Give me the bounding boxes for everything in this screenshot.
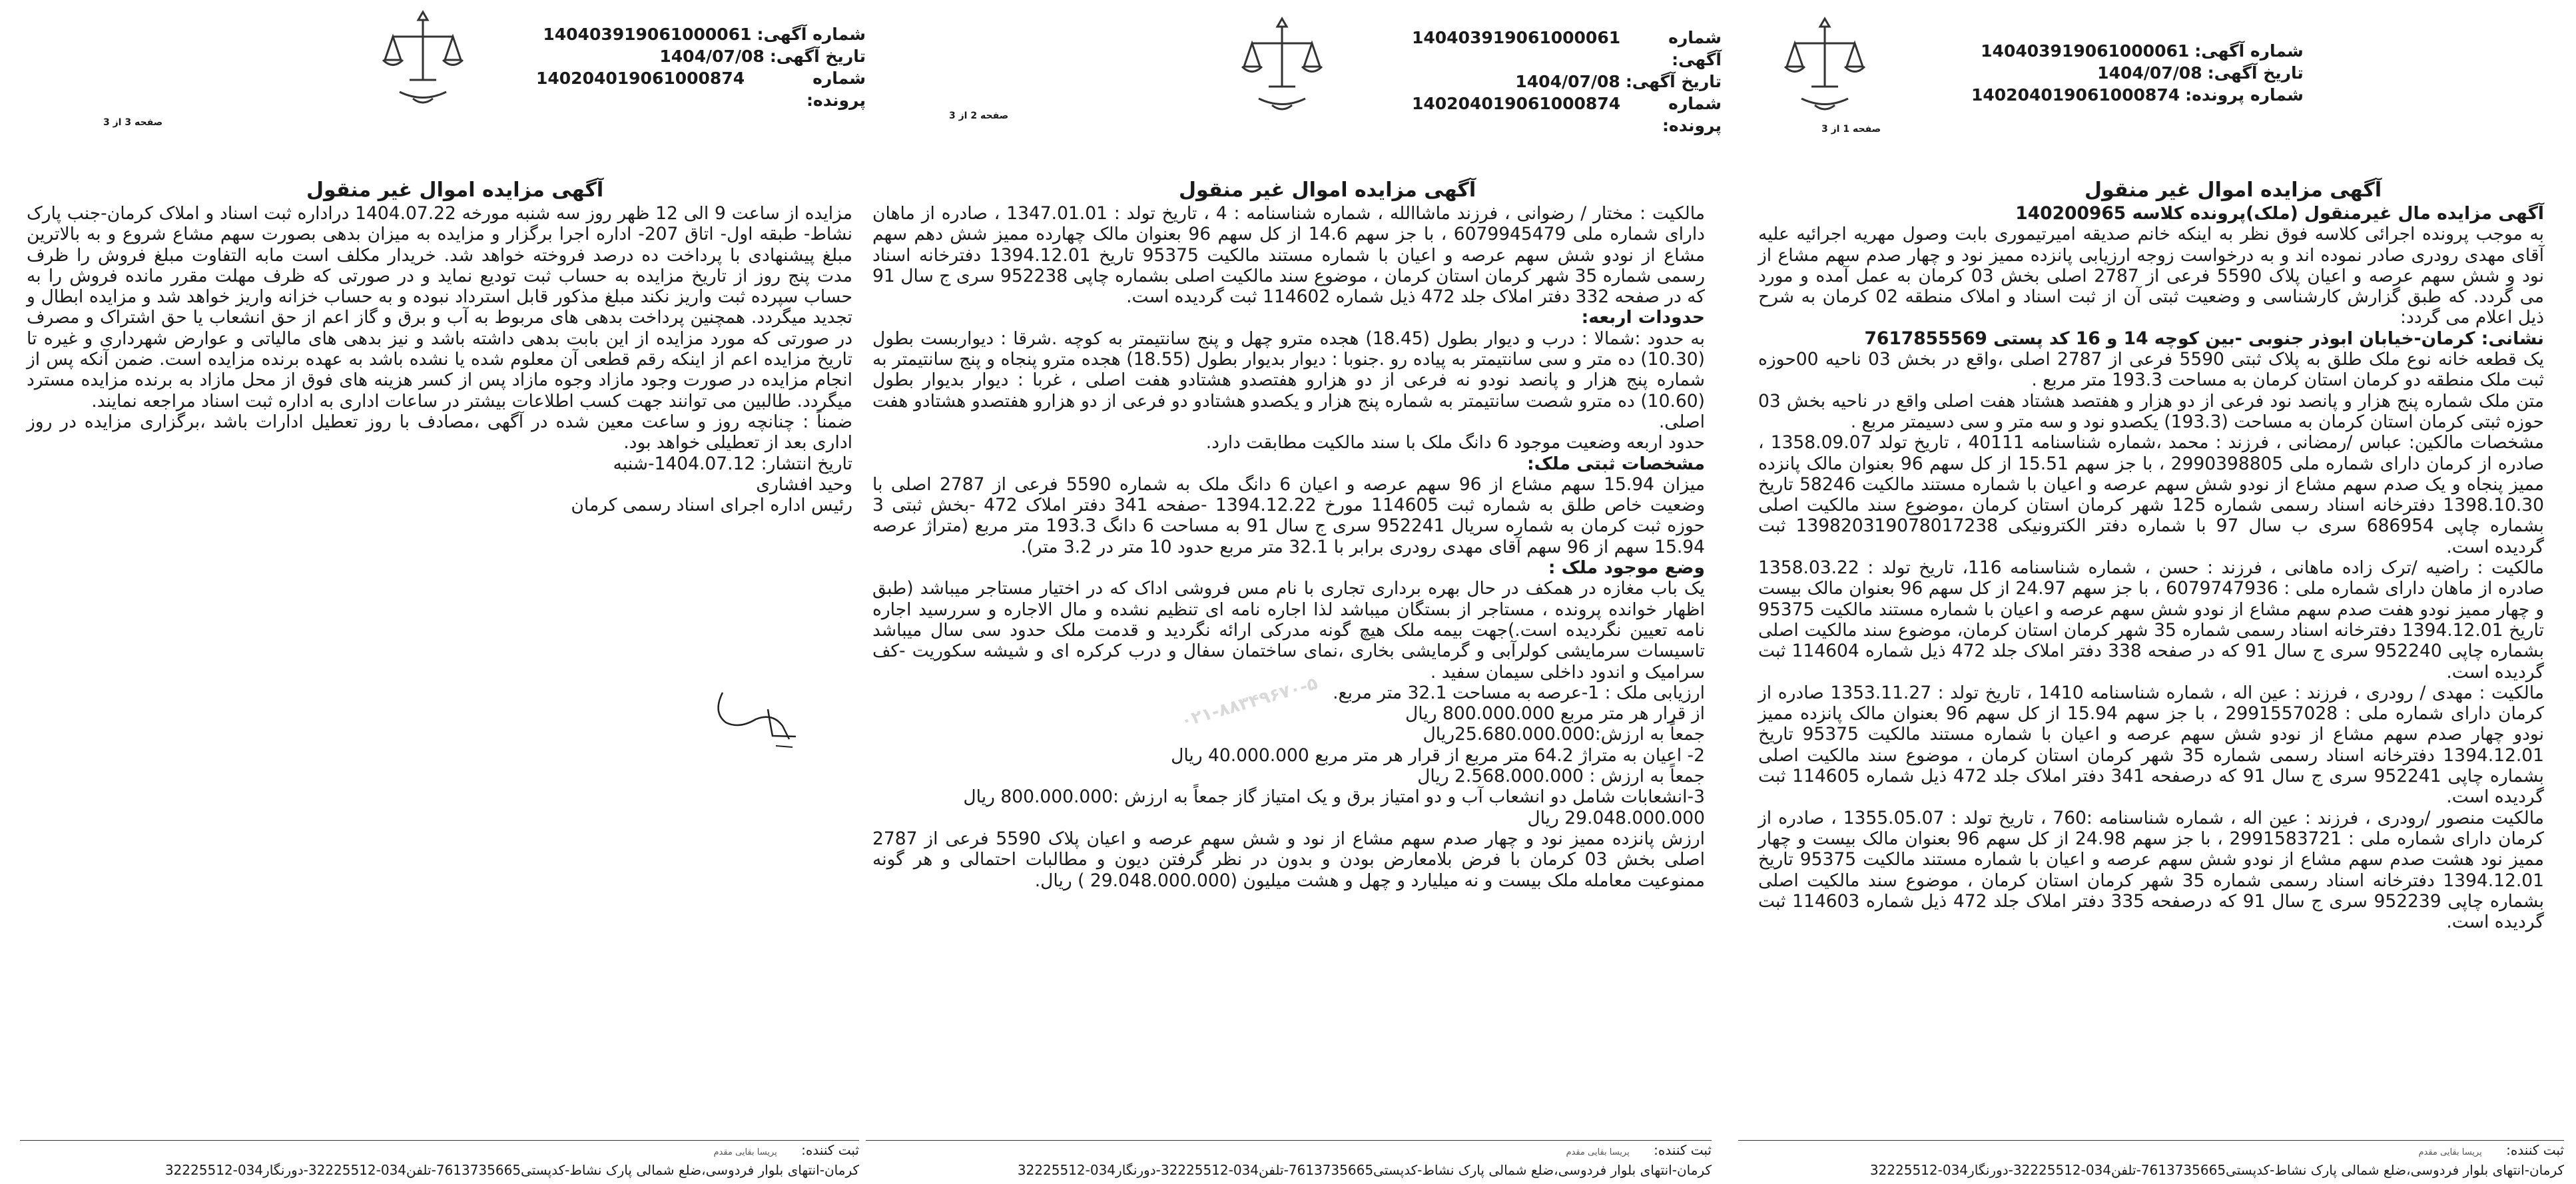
paragraph: 2- اعیان به متراژ 64.2 متر مربع از قرار هر متر مربع 40.000.000 ریال xyxy=(1171,744,1705,766)
file-number: 140204019061000874 xyxy=(1412,94,1621,113)
file-number: 140204019061000874 xyxy=(536,69,745,88)
paragraph: مشخصات ثبتی ملک: xyxy=(1527,453,1705,474)
paragraph: یک قطعه خانه نوع ملک طلق به پلاک ثبتی 5590 فرعی از 2787 اصلی ،واقع در بخش 03 ناحیه 00حوزه ثبت ملک منطقه دو کرمان استان کرمان به مساحت 193.3 متر مربع . xyxy=(1758,349,2544,391)
publish-date: تاریخ انتشار: 1404.07.12-شنبه xyxy=(613,453,852,474)
notice-meta: شماره آگهی: 140403919061000061 تاریخ آگهی: 1404/07/08 شماره پرونده: 140204019061000874 xyxy=(1412,28,1722,135)
registrar-name: پریسا بقایی مقدم xyxy=(1566,1147,1630,1157)
notice-body xyxy=(1758,203,2544,932)
judiciary-emblem-icon xyxy=(1775,13,1875,120)
watermark: ۰۲۱-۸۸۳۴۹۶۷۰-۵ xyxy=(1178,673,1321,732)
notice-body xyxy=(27,203,852,515)
notice-number: 140403919061000061 xyxy=(543,25,752,44)
notice-number: 140403919061000061 xyxy=(1981,41,2190,61)
notice-title: آگهی مزایده اموال غیر منقول xyxy=(306,178,604,202)
judiciary-emblem-icon xyxy=(1232,13,1332,120)
paragraph: ارزیابی ملک : 1-عرصه به مساحت 32.1 متر مربع. xyxy=(1333,682,1705,703)
paragraph: مالکیت : راضیه /ترک زاده ماهانی ، فرزند : حسن ، شماره شناسنامه 116، تاریخ تولد : 1358.03.22 صادره از ماهان دارای شماره ملی : 6079747936 ، با جز سهم 24.97 از کل سهم 96 بعنوان مالک بیست و چهار ممیز نودو هفت صدم سهم مشاع از نودو شش سهم عرصه و اعیان با شماره مستند مالکیت 95375 تاریخ 1394.12.01 دفترخانه اسناد رسمی شماره 35 شهر کرمان استان کرمان، موضوع سند مالکیت اصلی بشماره چاپی 952240 سری ج سال 91 که در صفحه 338 دفتر املاک جلد 472 ذیل شماره 114604 ثبت گردیده است. xyxy=(1758,557,2545,683)
footer-divider xyxy=(20,1140,859,1141)
notice-meta: شماره آگهی: 140403919061000061 تاریخ آگهی: 1404/07/08 شماره پرونده: 140204019061000874 xyxy=(1971,41,2304,105)
paragraph: وضع موجود ملک : xyxy=(1548,557,1705,579)
paragraph: ارزش پانزده ممیز نود و چهار صدم سهم مشاع از نود و شش سهم عرصه و اعیان پلاک 5590 فرعی از 2787 اصلی بخش 03 کرمان با فرض بلامعارض بودن و بدون در نظر گرفتن دیون و مطالبات احتمالی و هر گونه ممنوعیت معامله ملک بیست و نه میلیارد و چهل و هشت میلیون (29.048.000.000 ) ریال. xyxy=(872,828,1706,891)
footer-divider xyxy=(1738,1140,2564,1141)
paragraph: 3-انشعابات شامل دو انشعاب آب و دو امتیاز برق و یک امتیاز گاز جمعاً به ارزش :800.000.000 ریال xyxy=(963,786,1705,808)
page-number: صفحه 2 از 3 xyxy=(949,111,1009,121)
notice-number: 140403919061000061 xyxy=(1412,28,1621,47)
paragraph: نشانی: کرمان-خیابان ابوذر جنوبی -بین کوچه 14 و 16 کد پستی 7617855569 xyxy=(1864,328,2544,349)
notice-date: 1404/07/08 xyxy=(1515,72,1620,91)
paragraph: ضمناً : چنانچه روز و ساعت معین شده در آگهی ،مصادف با روز تعطیل ادارات باشد ،برگزاری مزایده در روز اداری بعد از تعطیلی خواهد بود. xyxy=(27,411,852,453)
signature-icon xyxy=(709,673,803,759)
file-number: 140204019061000874 xyxy=(1971,85,2180,105)
page-number: صفحه 1 از 3 xyxy=(1821,124,1881,135)
footer-address: کرمان-انتهای بلوار فردوسی،ضلع شمالی پارک نشاط-کدپستی7613735665-تلفن034-32225512-دورنگار034-32225512 xyxy=(164,1162,859,1178)
notice-body xyxy=(872,203,1705,891)
paragraph: مالکیت : مختار / رضوانی ، فرزند ماشاالله ، شماره شناسنامه : 4 ، تاریخ تولد : 1347.01.01 ، صادره از ماهان دارای شماره ملی 6079945479 ، با جز سهم 14.6 از کل سهم 96 بعنوان مالک چهارده ممیز شش دهم سهم مشاع از نودو شش سهم عرصه و اعیان با شماره مستند مالکیت 95375 تاریخ 1394.12.01 دفترخانه اسناد رسمی شماره 35 شهر کرمان استان کرمان ، موضوع سند مالکیت اصلی بشماره چاپی 952238 سری ج سال 91 که در صفحه 332 دفتر املاک جلد 472 ذیل شماره 114602 ثبت گردیده است. xyxy=(872,203,1706,308)
notice-title: آگهی مزایده اموال غیر منقول xyxy=(2085,178,2382,202)
footer-divider xyxy=(866,1140,1712,1141)
footer: ثبت کننده: پریسا بقایی مقدم کرمان-انتهای بلوار فردوسی،ضلع شمالی پارک نشاط-کدپستی7613735665-تلفن034-32225512-دورنگار034-32225512 xyxy=(1752,1141,2564,1179)
paragraph: متن ملک شماره پنج هزار و پانصد نود فرعی از دو هزار و هفتصد هشتاد هفت اصلی واقع در ناحیه بخش 03 حوزه ثبتی کرمان استان کرمان به مساحت (193.3) یکصدو نود و سه متر و سی دسیمتر مربع . xyxy=(1758,390,2544,432)
footer-address: کرمان-انتهای بلوار فردوسی،ضلع شمالی پارک نشاط-کدپستی7613735665-تلفن034-32225512-دورنگار034-32225512 xyxy=(1869,1162,2564,1178)
paragraph: از قرار هر متر مربع 800.000.000 ریال xyxy=(1405,703,1705,725)
paragraph: مزایده از ساعت 9 الی 12 ظهر روز سه شنبه مورخه 1404.07.22 دراداره ثبت اسناد و املاک کرمان-جنب پارک نشاط- طبقه اول- اتاق 207- اداره اجرا برگزار و مزایده به میزان بدهی بصورت سهم مشاع شروع و به بالاترین مبلغ پیشنهادی با پرداخت ده درصد فروخته خواهد شد. خریدار مکلف است مابه التفاوت مبلغ فروش را ظرف مدت پنج روز از تاریخ مزایده به حساب ثبت تودیع نماید و در صورتی که ظرف مهلت مقرر مانده فروش را به حساب سپرده ثبت واریز نکند مبلغ مذکور قابل استرداد نبوده و به حساب خزانه واریز خواهد شد و مزایده ابطال و تجدید میگردد. همچنین پرداخت بدهی های مربوط به آب و برق و گاز اعم از حق انشعاب یا حق اشتراک و مصرف در صورتی که مورد مزایده از این بابت بدهی داشته باشد و نیز بدهی های مالیاتی و عوارض شهرداری و غیره تا تاریخ مزایده اعم از اینکه رقم قطعی آن معلوم شده یا نشده باشد به عهده برنده مزایده است. ضمن آنکه پس از انجام مزایده در صورت وجود مازاد وجوه مازاد پس از کسر هزینه های فوق از محل مازاد به برنده مزایده مسترد میگردد. طالبین می توانند جهت کسب اطلاعات بیشتر در ساعات اداری به اداره ثبت اسناد مراجعه نمایند. xyxy=(27,203,853,412)
notice-title: آگهی مزایده اموال غیر منقول xyxy=(1179,178,1476,202)
paragraph: جمعاً به ارزش : 2.568.000.000 ریال xyxy=(1417,766,1705,787)
judiciary-emblem-icon xyxy=(373,7,473,113)
notice-date: 1404/07/08 xyxy=(659,47,765,66)
paragraph: میزان 15.94 سهم مشاع از 96 سهم عرصه و اعیان 6 دانگ ملک به شماره 5590 فرعی از 2787 اصلی با وضعیت خاص طلق به شماره ثبت 114605 مورخ 1394.12.22 -صفحه 341 دفتر املاک 472 -بخش ثبتی 3 حوزه ثبت کرمان به شماره سریال 952241 سری ج سال 91 به مساحت 6 دانگ 193.3 متر مربع (متراژ عرصه 15.94 سهم از 96 سهم آقای مهدی رودری برابر با 32.1 متر مربع حدود 10 متر در 3.2 متر). xyxy=(872,473,1705,557)
signer-title: رئیس اداره اجرای اسناد رسمی کرمان xyxy=(571,495,852,516)
paragraph: مشخصات مالکین: عباس /رمضانی ، فرزند : محمد ،شماره شناسنامه 40111 ، تاریخ تولد 1358.09.07 ، صادره از کرمان دارای شماره ملی 2990398805 ، با جز سهم 15.51 از کل سهم 96 بعنوان مالک پانزده ممیز پنجاه و یک صدم سهم مشاع از نودو شش سهم عرصه و اعیان با شماره مستند مالکیت 58246 تاریخ 1398.10.30 دفترخانه اسناد رسمی شماره 125 شهر کرمان استان کرمان ،موضوع سند مالکیت اصلی بشماره چاپی 686954 سری ب سال 97 با شماره دفتر الکترونیکی 139820319078017238 ثبت گردیده است. xyxy=(1758,432,2545,557)
paragraph: مالکیت منصور /رودری ، فرزند : عین اله ، شماره شناسنامه :760 ، تاریخ تولد : 1355.05.07 ، صادره از کرمان دارای شماره ملی : 2991583721 ، با جز سهم 24.98 از کل سهم 96 بعنوان مالک بیست و چهار ممیز نود هشت صدم سهم مشاع از نودو شش سهم عرصه و اعیان با شماره مستند مالکیت 95375 تاریخ 1394.12.01 دفترخانه اسناد رسمی شماره 35 شهر کرمان استان کرمان ، موضوع سند مالکیت اصلی بشماره چاپی 952239 سری ج سال 91 که درصفحه 335 دفتر املاک جلد 472 ذیل شماره 114603 ثبت گردیده است. xyxy=(1758,807,2545,933)
page-number: صفحه 3 از 3 xyxy=(103,117,163,128)
paragraph: حدودات اربعه: xyxy=(1581,307,1705,328)
registrar-name: پریسا بقایی مقدم xyxy=(713,1147,777,1157)
notice-meta: شماره آگهی: 140403919061000061 تاریخ آگهی: 1404/07/08 شماره پرونده: 140204019061000874 xyxy=(536,25,866,110)
footer: ثبت کننده: پریسا بقایی مقدم کرمان-انتهای بلوار فردوسی،ضلع شمالی پارک نشاط-کدپستی7613735665-تلفن034-32225512-دورنگار034-32225512 xyxy=(879,1141,1712,1179)
paragraph: حدود اربعه وضعیت موجود 6 دانگ ملک با سند مالکیت مطابقت دارد. xyxy=(1205,432,1705,453)
notice-page-3 xyxy=(13,0,866,1184)
paragraph: آگهی مزایده مال غیرمنقول (ملک)پرونده کلاسه 140200965 xyxy=(2015,203,2544,224)
paragraph: مالکیت : مهدی / رودری ، فرزند : عین اله ، شماره شناسنامه 1410 ، تاریخ تولد : 1353.11.27 صادره از کرمان دارای شماره ملی : 2991557028 ، با جز سهم 15.94 از کل سهم 96 بعنوان مالک پانزده ممیز نودو چهار صدم سهم مشاع از نودو شش سهم عرصه و اعیان با شماره مستند مالکیت 95375 تاریخ 1394.12.01 دفترخانه اسناد رسمی شماره 35 شهر کرمان استان کرمان ، موضوع سند مالکیت اصلی بشماره چاپی 952241 سری ج سال 91 که درصفحه 341 دفتر املاک جلد 472 ذیل شماره 114605 ثبت گردیده است. xyxy=(1758,682,2545,808)
notice-page-1 xyxy=(1732,0,2576,1184)
paragraph: به حدود :شمالا : درب و دیوار بطول (18.45) هجده مترو چهل و پنج سانتیمتر به کوچه .شرقا : دیواربست بطول (10.30) ده متر و سی سانتیمتر به پیاده رو .جنوبا : دیوار بدیوار بطول (18.55) هجده مترو پنجاه و پنج سانتیمتر به شماره پنج هزار و پانصد نودو نه فرعی از دو هزارو هفتصدو هشتادو هفت اصلی ، غربا : دیوار بدیوار بطول (10.60) ده مترو شصت سانتیمتر به شماره پنج هزار و یکصدو هشتادو دو فرعی از دو هزارو هفتصدو هشتادو هفت اصلی. xyxy=(872,328,1705,432)
paragraph: به موجب پرونده اجرائی کلاسه فوق نظر به اینکه خانم صدیقه امیرتیموری بابت وصول مهریه اجرائیه علیه آقای مهدی رودری صادر نموده اند و به درخواست زوجه ارزیابی پانزده ممیز نود و چهار صدم سهم مشاع از نود و شش سهم عرصه و اعیان پلاک 5590 فرعی از 2787 اصلی بخش 03 کرمان به عمل آمده و مورد می گردد. که طبق گزارش کارشناسی و وضعیت ثبتی آن از ثبت اسناد و املاک منطقه 02 کرمان به شرح ذیل اعلام می گردد: xyxy=(1758,224,2545,328)
paragraph: جمعاً به ارزش:25.680.000.000ریال xyxy=(1423,724,1705,745)
footer-address: کرمان-انتهای بلوار فردوسی،ضلع شمالی پارک نشاط-کدپستی7613735665-تلفن034-32225512-دورنگار034-32225512 xyxy=(1017,1162,1712,1178)
notice-date: 1404/07/08 xyxy=(2097,63,2202,83)
paragraph: یک باب مغازه در همکف در حال بهره برداری تجاری با نام مس فروشی اداک که در اختیار مستاجر میباشد (طبق اظهار خوانده پرونده ، مستاجر از بستگان میباشد لذا اجاره نامه ای تنظیم نشده و مال الاجاره و سررسید اجاره نامه تعیین نگردیده است.)جهت بیمه ملک هیچ گونه مدرکی ارائه نگردید و قدمت ملک حدود سی سال میباشد تاسیسات سرمایشی کولرآبی و گرمایشی بخاری ،نمای ساختمان سفال و درب کرکره ای و شیشه سکوریت -کف سرامیک و اندود داخلی سیمان سفید . xyxy=(872,578,1705,683)
registrar-name: پریسا بقایی مقدم xyxy=(2418,1147,2482,1157)
paragraph: 29.048.000.000 ریال xyxy=(1527,807,1705,828)
notice-page-2 xyxy=(859,0,1722,1184)
signer-name: وحید افشاری xyxy=(756,473,852,495)
footer: ثبت کننده: پریسا بقایی مقدم کرمان-انتهای بلوار فردوسی،ضلع شمالی پارک نشاط-کدپستی7613735665-تلفن034-32225512-دورنگار034-32225512 xyxy=(33,1141,859,1179)
